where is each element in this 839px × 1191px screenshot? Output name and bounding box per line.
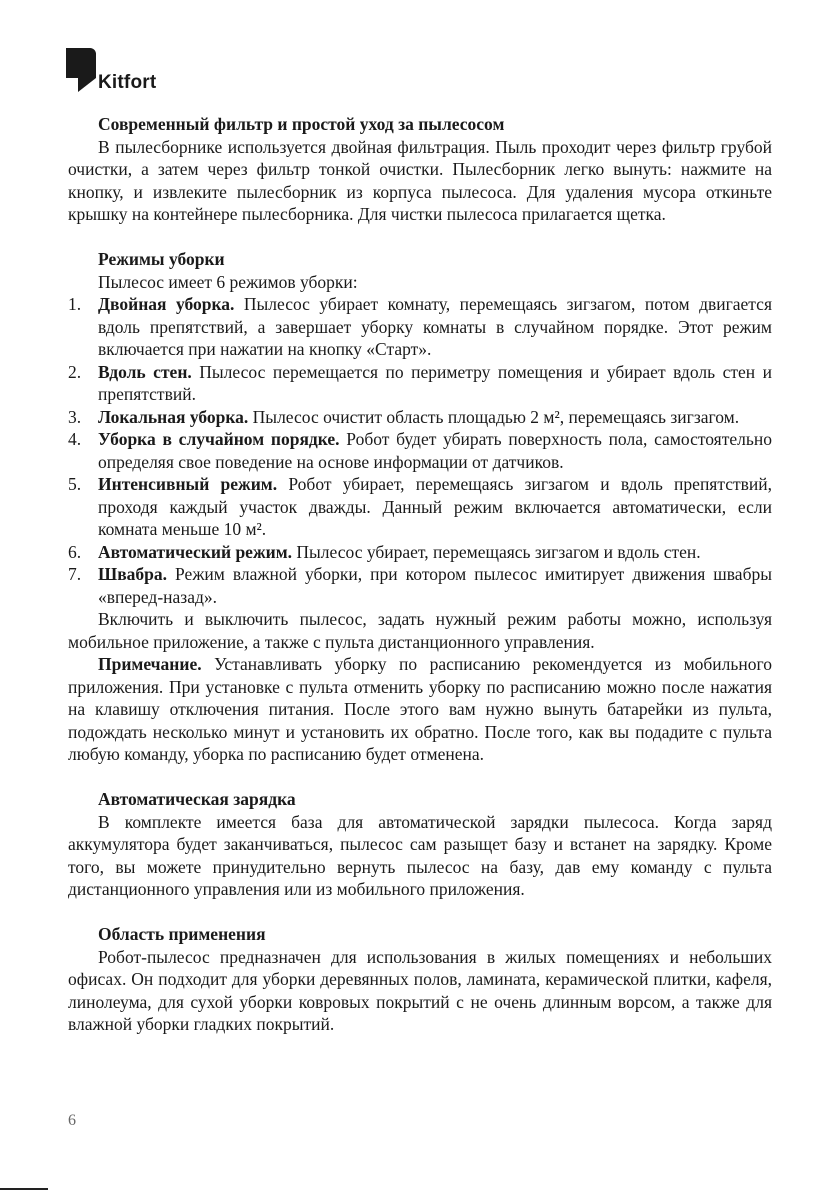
list-number: 5.: [68, 474, 82, 494]
section-charging: [68, 788, 772, 901]
list-item: [68, 473, 772, 541]
mode-description: Пылесос убирает, перемещаясь зигзагом и вдоль стен.: [292, 541, 701, 562]
mode-description: Робот убирает, перемещаясь зигзагом и вдоль препятствий, проходя каждый участок дважды. Данный режим включается автоматически, если комната меньше 10 м².: [98, 474, 772, 539]
modes-list: [68, 293, 772, 608]
mode-name: Вдоль стен.: [98, 361, 192, 382]
paragraph: В комплекте имеется база для автоматической зарядки пылесоса. Когда заряд аккумулятора будет заканчиваться, пылесос сам разыщет базу и встанет на зарядку. Кроме того, вы можете принудительно вернуть пылесос на базу, дав ему команду с пульта дистанционного управления или из мобильного приложения.: [68, 811, 772, 899]
list-number: 2.: [68, 361, 82, 382]
paragraph: Включить и выключить пылесос, задать нужный режим работы можно, используя мобильное приложение, а также с пульта дистанционного управления.: [68, 609, 772, 652]
mode-name: Швабра.: [98, 564, 168, 584]
list-number: 7.: [68, 564, 82, 584]
section-title: Автоматическая зарядка: [98, 789, 296, 809]
mode-description: Режим влажной уборки, при котором пылесос имитирует движения швабры «вперед-назад».: [98, 564, 772, 607]
list-item: [68, 563, 772, 608]
list-item: [68, 428, 772, 473]
mode-description: Пылесос убирает комнату, перемещаясь зигзагом, потом двигается вдоль препятствий, а завершает уборку комнаты в случайном порядке. Этот режим включается при нажатии на кнопку «Старт».: [98, 294, 772, 359]
list-number: 1.: [68, 294, 82, 314]
section-title: Режимы уборки: [98, 249, 225, 269]
list-item: [68, 361, 772, 406]
section-title: Современный фильтр и простой уход за пылесосом: [98, 114, 505, 134]
note-paragraph: [68, 653, 772, 766]
mode-name: Двойная уборка.: [98, 294, 235, 314]
list-number: 4.: [68, 429, 82, 449]
brand-logo: [66, 48, 156, 92]
document-body: [68, 113, 772, 1058]
note-label: Примечание.: [98, 654, 202, 674]
paragraph: В пылесборнике используется двойная фильтрация. Пыль проходит через фильтр грубой очистки, а затем через фильтр тонкой очистки. Пылесборник легко вынуть: нажмите на кнопку, и извлеките пылесборник из корпуса пылесоса. Для удаления мусора откиньте крышку на контейнере пылесборника. Для чистки пылесоса прилагается щетка.: [68, 136, 772, 224]
brand-name: Kitfort: [98, 72, 157, 93]
bottom-edge-mark: [0, 1188, 48, 1190]
note-text: Устанавливать уборку по расписанию рекомендуется из мобильного приложения. При установке с пульта отменить уборку по расписанию можно после нажатия на клавишу отключения питания. После этого вам нужно вынуть батарейки из пульта, подождать несколько минут и установить их обратно. После того, как вы подадите с пульта любую команду, уборка по расписанию будет отменена.: [68, 654, 772, 764]
list-item: [68, 541, 772, 564]
page-number: 6: [68, 1112, 76, 1129]
list-item: [68, 293, 772, 361]
list-number: 3.: [68, 406, 82, 427]
section-title: Область применения: [98, 924, 266, 944]
mode-description: Робот будет убирать поверхность пола, самостоятельно определяя свое поведение на основе информации от датчиков.: [98, 429, 772, 472]
mode-description: Пылесос очистит область площадью 2 м², перемещаясь зигзагом.: [248, 406, 740, 427]
mode-name: Интенсивный режим.: [98, 474, 278, 494]
mode-name: Автоматический режим.: [98, 541, 293, 562]
section-application: [68, 923, 772, 1036]
kitfort-logo-icon: [66, 48, 96, 92]
list-number: 6.: [68, 541, 82, 562]
section-filter: [68, 113, 772, 226]
mode-name: Локальная уборка.: [98, 406, 249, 427]
paragraph: Пылесос имеет 6 режимов уборки:: [98, 271, 358, 292]
list-item: [68, 406, 772, 429]
section-modes: [68, 248, 772, 766]
mode-description: Пылесос перемещается по периметру помещения и убирает вдоль стен и препятствий.: [98, 361, 772, 404]
mode-name: Уборка в случайном порядке.: [98, 429, 340, 449]
paragraph: Робот-пылесос предназначен для использования в жилых помещениях и небольших офисах. Он подходит для уборки деревянных полов, ламината, керамической плитки, кафеля, линолеума, для сухой уборки ковровых покрытий с не очень длинным ворсом, а также для влажной уборки гладких покрытий.: [68, 946, 772, 1034]
